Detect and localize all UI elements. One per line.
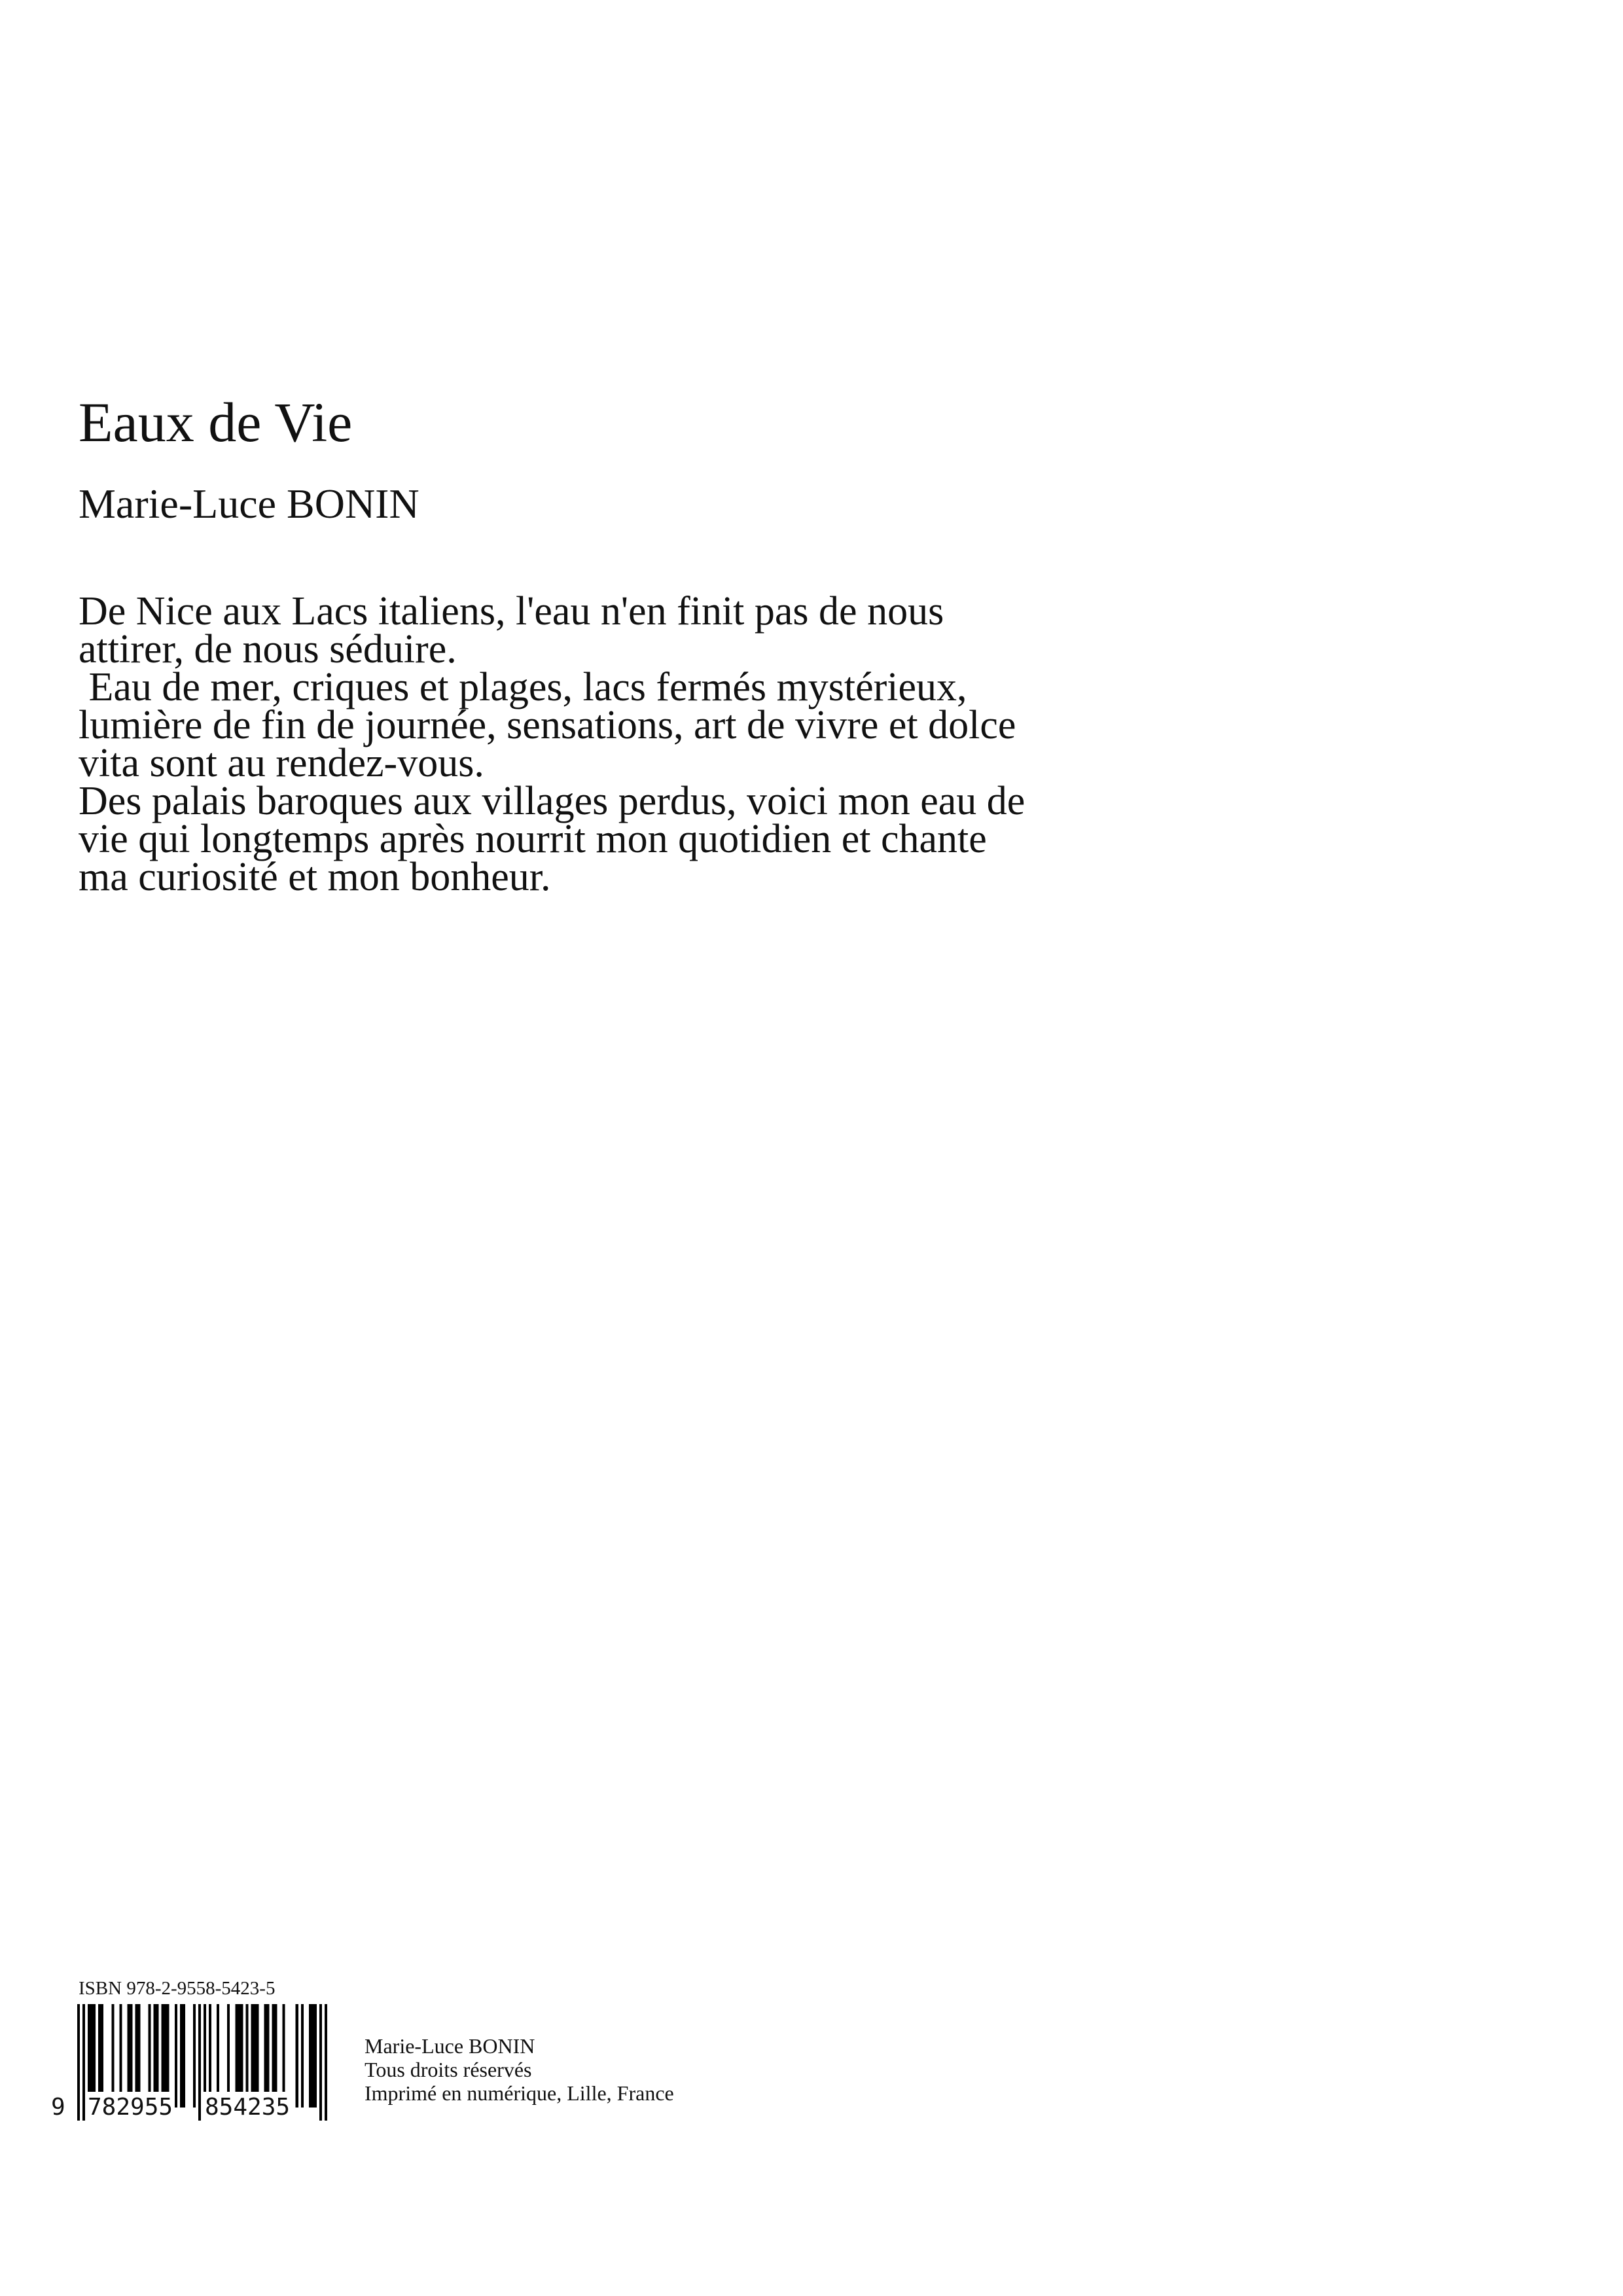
blurb-line: Eau de mer, criques et plages, lacs fermés mystérieux, [79, 665, 967, 709]
imprint-rights: Tous droits réservés [365, 2058, 532, 2081]
book-author: Marie-Luce BONIN [79, 480, 419, 527]
barcode-digits [50, 2092, 331, 2125]
blurb-line: ma curiosité et mon bonheur. [79, 855, 551, 899]
barcode-digits-left: 782955 [86, 2092, 174, 2123]
imprint-author: Marie-Luce BONIN [365, 2034, 535, 2058]
imprint-block [365, 2034, 674, 2105]
imprint-printing: Imprimé en numérique, Lille, France [365, 2081, 674, 2105]
blurb-line: lumière de fin de journée, sensations, art de vivre et dolce [79, 703, 1016, 747]
blurb-line: attirer, de nous séduire. [79, 627, 457, 672]
barcode-digit-lead: 9 [50, 2092, 67, 2123]
blurb-line: Des palais baroques aux villages perdus, voici mon eau de [79, 779, 1026, 823]
blurb-line: vita sont au rendez-vous. [79, 741, 484, 785]
isbn-label: ISBN 978-2-9558-5423-5 [79, 1978, 276, 1999]
back-cover-blurb [79, 589, 1289, 899]
blurb-line: De Nice aux Lacs italiens, l'eau n'en finit pas de nous [79, 589, 944, 634]
blurb-line: vie qui longtemps après nourrit mon quotidien et chante [79, 817, 987, 861]
barcode-digits-right: 854235 [204, 2092, 291, 2123]
book-title: Eaux de Vie [79, 391, 353, 454]
